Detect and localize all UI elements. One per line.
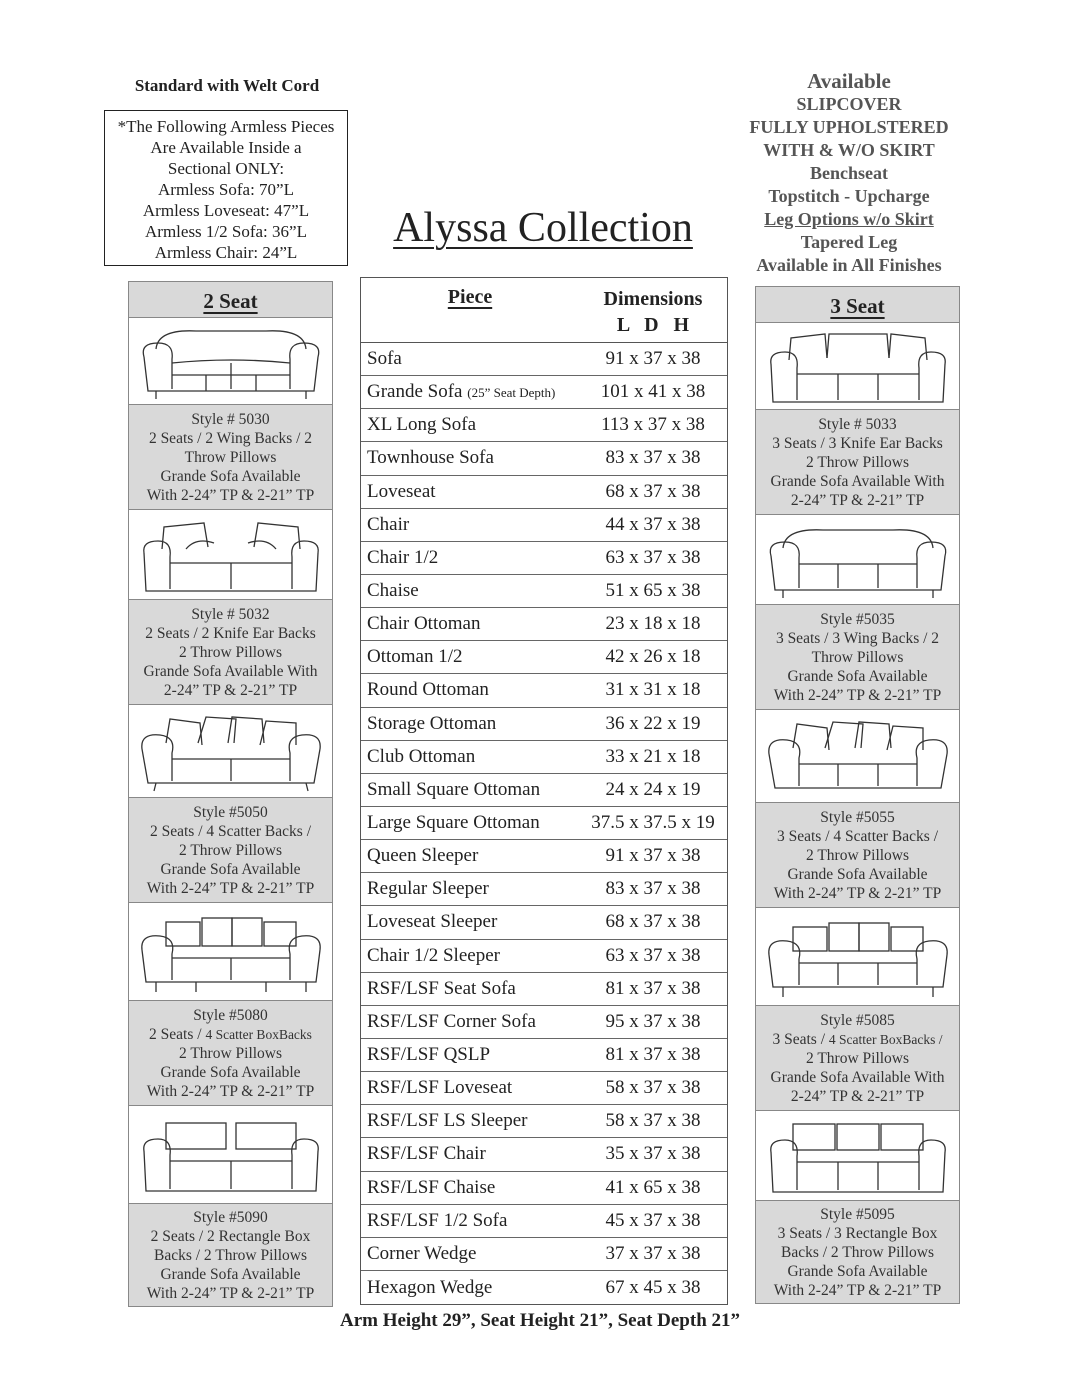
style-line-part: 4 Scatter BoxBacks — [205, 1026, 312, 1042]
piece-name — [361, 878, 579, 900]
style-line: 2 Throw Pillows — [178, 643, 283, 661]
piece-name — [361, 447, 579, 469]
piece-name — [361, 845, 579, 867]
piece-dimensions: 31 x 31 x 18 — [605, 679, 701, 701]
piece-dimensions: 33 x 21 x 18 — [605, 745, 701, 767]
piece-dimensions: 95 x 37 x 38 — [605, 1010, 701, 1032]
style-number: Style # 5033 — [818, 415, 897, 433]
piece-dimensions: 83 x 37 x 38 — [605, 447, 701, 469]
piece-name-text: Loveseat Sleeper — [367, 911, 498, 933]
style-line: Grande Sofa Available — [160, 1063, 301, 1081]
piece-name — [361, 1210, 579, 1232]
piece-name-text: Chair Ottoman — [367, 613, 481, 635]
piece-name-text: Corner Wedge — [367, 1242, 477, 1264]
leg-options-label: Leg Options w/o Skirt — [764, 209, 934, 229]
table-row — [361, 509, 727, 542]
style-line: 2 Throw Pillows — [805, 846, 910, 864]
available-line: Available in All Finishes — [756, 255, 942, 275]
sofa-5033-icon — [763, 324, 953, 408]
armless-line: Armless Loveseat: 47”L — [142, 201, 310, 220]
piece-name-text: Townhouse Sofa — [367, 447, 494, 469]
style-line: 2 Throw Pillows — [805, 453, 910, 471]
piece-dimensions: 101 x 41 x 38 — [600, 381, 706, 403]
piece-dimensions: 68 x 37 x 38 — [605, 480, 701, 502]
style-line: 3 Seats / 3 Rectangle Box — [777, 1224, 938, 1242]
armless-line: Sectional ONLY: — [167, 159, 285, 178]
style-line: 2 Seats / 4 Scatter Backs / — [150, 822, 311, 840]
piece-name — [361, 1110, 579, 1132]
piece-dimensions: 113 x 37 x 38 — [601, 414, 705, 436]
piece-name-text: Loveseat — [367, 480, 436, 502]
piece-dimensions: 36 x 22 x 19 — [605, 712, 701, 734]
piece-dimensions: 24 x 24 x 19 — [605, 778, 701, 800]
piece-name — [361, 746, 579, 768]
style-number: Style #5085 — [820, 1011, 895, 1029]
sofa-5032-icon — [136, 513, 326, 597]
piece-name — [361, 613, 579, 635]
piece-name-text: Regular Sleeper — [367, 878, 489, 900]
piece-name-text: Sofa — [367, 348, 402, 370]
style-line — [129, 1025, 332, 1044]
piece-name — [361, 945, 579, 967]
table-row — [361, 476, 727, 509]
piece-name-text: RSF/LSF Loveseat — [367, 1077, 513, 1099]
sofa-5090-icon — [136, 1113, 326, 1197]
piece-dimensions: 67 x 45 x 38 — [605, 1276, 701, 1298]
style-line — [756, 1030, 959, 1049]
style-line: 2 Seats / 2 Wing Backs / 2 — [148, 429, 313, 447]
table-row — [361, 807, 727, 840]
piece-dimensions: 81 x 37 x 38 — [605, 977, 701, 999]
style-line: Grande Sofa Available With — [770, 1068, 945, 1086]
sofa-5030-icon — [136, 319, 326, 403]
table-row — [361, 575, 727, 608]
piece-dimensions: 41 x 65 x 38 — [605, 1176, 701, 1198]
table-header — [361, 278, 727, 343]
piece-name-text: Ottoman 1/2 — [367, 646, 463, 668]
style-line: With 2-24” TP & 2-21” TP — [146, 879, 315, 897]
sofa-5050-icon — [136, 709, 326, 793]
piece-dimensions: 45 x 37 x 38 — [605, 1209, 701, 1231]
piece-name — [361, 1277, 579, 1299]
piece-name-text: RSF/LSF Chair — [367, 1143, 486, 1165]
piece-name-text: Queen Sleeper — [367, 845, 479, 867]
piece-name — [361, 481, 579, 503]
style-line: Grande Sofa Available — [160, 467, 301, 485]
style-number: Style #5090 — [193, 1208, 268, 1226]
style-description — [129, 1204, 332, 1306]
style-description — [129, 1001, 332, 1106]
piece-name-text: Chair 1/2 Sleeper — [367, 944, 500, 966]
sofa-5035-icon — [763, 518, 953, 602]
table-body — [361, 343, 727, 1304]
sofa-illustration — [129, 705, 332, 798]
piece-name — [361, 514, 579, 536]
style-line: Grande Sofa Available — [160, 860, 301, 878]
piece-dimensions: 51 x 65 x 38 — [605, 580, 701, 602]
piece-name-text: RSF/LSF Seat Sofa — [367, 977, 516, 999]
style-line: With 2-24” TP & 2-21” TP — [773, 686, 942, 704]
piece-dimensions: 81 x 37 x 38 — [605, 1044, 701, 1066]
three-seat-column — [755, 286, 960, 1304]
sofa-illustration — [129, 903, 332, 1001]
sofa-illustration — [756, 908, 959, 1006]
style-description — [756, 803, 959, 908]
piece-column-header — [361, 278, 579, 342]
table-row — [361, 1238, 727, 1271]
style-line-part: 2 Seats / — [149, 1025, 206, 1043]
sofa-illustration — [756, 1111, 959, 1201]
table-row — [361, 641, 727, 674]
style-number: Style # 5030 — [191, 410, 270, 428]
piece-name-text: RSF/LSF 1/2 Sofa — [367, 1209, 508, 1231]
table-row — [361, 343, 727, 376]
piece-name — [361, 978, 579, 1000]
style-line: 2-24” TP & 2-21” TP — [790, 1087, 925, 1105]
table-row — [361, 376, 727, 409]
armless-line: Armless Sofa: 70”L — [158, 180, 294, 199]
style-description — [129, 405, 332, 510]
piece-name — [361, 1177, 579, 1199]
table-row — [361, 1138, 727, 1171]
piece-name — [361, 1143, 579, 1165]
style-line: 3 Seats / 3 Knife Ear Backs — [772, 434, 943, 452]
style-description — [756, 1201, 959, 1303]
sofa-illustration — [756, 323, 959, 410]
style-number: Style #5050 — [193, 803, 268, 821]
style-line: Backs / 2 Throw Pillows — [154, 1246, 307, 1264]
available-line: Topstitch - Upcharge — [768, 186, 930, 206]
piece-name-text: RSF/LSF LS Sleeper — [367, 1110, 528, 1132]
style-line: 2 Seats / 2 Knife Ear Backs — [145, 624, 316, 642]
piece-name-text: Hexagon Wedge — [367, 1276, 493, 1298]
table-row — [361, 973, 727, 1006]
style-line: 2 Throw Pillows — [178, 841, 283, 859]
piece-name-text: Club Ottoman — [367, 745, 476, 767]
style-line: Grande Sofa Available — [160, 1265, 301, 1283]
piece-name — [361, 1011, 579, 1033]
available-line: Benchseat — [810, 163, 888, 183]
piece-dimensions: 68 x 37 x 38 — [605, 911, 701, 933]
style-line: 3 Seats / 4 Scatter Backs / — [777, 827, 938, 845]
style-line: Grande Sofa Available — [787, 667, 928, 685]
sofa-illustration — [756, 710, 959, 803]
ldh-header-label: L D H — [616, 314, 690, 336]
table-row — [361, 409, 727, 442]
style-number: Style #5035 — [820, 610, 895, 628]
piece-header-label: Piece — [447, 286, 493, 308]
piece-name — [361, 580, 579, 602]
sofa-5080-icon — [136, 910, 326, 994]
two-seat-column — [128, 281, 333, 1307]
style-description — [756, 605, 959, 710]
dimensions-column-header — [579, 278, 727, 342]
piece-name-text: Chair 1/2 — [367, 546, 439, 568]
available-heading: Available — [807, 69, 891, 93]
table-row — [361, 1039, 727, 1072]
armless-line: Armless Chair: 24”L — [154, 243, 298, 262]
style-number: Style # 5032 — [191, 605, 270, 623]
style-description — [129, 798, 332, 903]
table-row — [361, 674, 727, 707]
sofa-5095-icon — [763, 1114, 953, 1198]
style-line: Grande Sofa Available With — [770, 472, 945, 490]
piece-name-text: Chaise — [367, 580, 419, 602]
standard-welt-cord-label: Standard with Welt Cord — [134, 76, 320, 95]
available-line: Tapered Leg — [800, 232, 898, 252]
piece-name — [361, 348, 579, 370]
style-line: With 2-24” TP & 2-21” TP — [146, 1284, 315, 1302]
table-row — [361, 774, 727, 807]
style-line: 3 Seats / 3 Wing Backs / 2 — [775, 629, 940, 647]
style-line: 2 Seats / 2 Rectangle Box — [150, 1227, 311, 1245]
armless-pieces-note — [104, 110, 348, 266]
piece-dimensions: 44 x 37 x 38 — [605, 513, 701, 535]
style-number: Style #5055 — [820, 808, 895, 826]
style-line: With 2-24” TP & 2-21” TP — [146, 486, 315, 504]
table-row — [361, 741, 727, 774]
table-row — [361, 940, 727, 973]
column-header — [756, 287, 959, 323]
table-row — [361, 1205, 727, 1238]
style-line: Throw Pillows — [184, 448, 277, 466]
style-number: Style #5080 — [193, 1006, 268, 1024]
table-row — [361, 1072, 727, 1105]
piece-name-text: XL Long Sofa — [367, 414, 477, 436]
sofa-illustration — [129, 318, 332, 405]
piece-name-text: RSF/LSF QSLP — [367, 1044, 491, 1066]
piece-name-text: Large Square Ottoman — [367, 812, 540, 834]
sofa-5085-icon — [763, 915, 953, 999]
piece-dimensions: 83 x 37 x 38 — [605, 878, 701, 900]
style-line-part: 3 Seats / — [772, 1030, 829, 1048]
piece-name-text: Chair — [367, 513, 410, 535]
piece-name — [361, 1044, 579, 1066]
piece-dimensions: 37 x 37 x 38 — [605, 1242, 701, 1264]
style-line-part: 4 Scatter BoxBacks / — [828, 1031, 943, 1047]
piece-dimensions: 91 x 37 x 38 — [605, 348, 701, 370]
style-number: Style #5095 — [820, 1205, 895, 1223]
piece-name-text: Grande Sofa — [367, 381, 468, 403]
piece-dimensions: 23 x 18 x 18 — [605, 613, 701, 635]
available-line: SLIPCOVER — [796, 94, 902, 114]
piece-name-text: Round Ottoman — [367, 679, 489, 701]
sofa-5055-icon — [763, 714, 953, 798]
table-row — [361, 1172, 727, 1205]
table-row — [361, 608, 727, 641]
table-row — [361, 708, 727, 741]
piece-name — [361, 414, 579, 436]
piece-note: (25” Seat Depth) — [467, 385, 556, 401]
sofa-illustration — [129, 510, 332, 600]
piece-name — [361, 381, 579, 403]
available-line: WITH & W/O SKIRT — [763, 140, 935, 160]
sofa-illustration — [129, 1106, 332, 1204]
footer-measurements: Arm Height 29”, Seat Height 21”, Seat Depth 21” — [339, 1310, 741, 1331]
table-row — [361, 840, 727, 873]
style-line: With 2-24” TP & 2-21” TP — [146, 1082, 315, 1100]
table-row — [361, 1271, 727, 1304]
piece-name-text: Small Square Ottoman — [367, 778, 541, 800]
table-row — [361, 1105, 727, 1138]
column-header — [129, 282, 332, 318]
piece-name — [361, 812, 579, 834]
style-line: Backs / 2 Throw Pillows — [781, 1243, 934, 1261]
table-row — [361, 542, 727, 575]
available-line: FULLY UPHOLSTERED — [749, 117, 949, 137]
dimensions-table — [360, 277, 728, 1305]
piece-name — [361, 713, 579, 735]
piece-name — [361, 911, 579, 933]
style-line: With 2-24” TP & 2-21” TP — [773, 1281, 942, 1299]
dimensions-header-label: Dimensions — [603, 288, 703, 310]
piece-dimensions: 37.5 x 37.5 x 19 — [591, 812, 715, 834]
style-description — [756, 410, 959, 515]
piece-name — [361, 779, 579, 801]
piece-name — [361, 646, 579, 668]
style-description — [129, 600, 332, 705]
piece-dimensions: 91 x 37 x 38 — [605, 845, 701, 867]
piece-name — [361, 1077, 579, 1099]
style-line: Grande Sofa Available With — [143, 662, 318, 680]
piece-dimensions: 58 x 37 x 38 — [605, 1077, 701, 1099]
table-row — [361, 873, 727, 906]
sofa-illustration — [756, 515, 959, 605]
piece-dimensions: 63 x 37 x 38 — [605, 944, 701, 966]
piece-name-text: Storage Ottoman — [367, 712, 497, 734]
style-line: 2 Throw Pillows — [178, 1044, 283, 1062]
piece-name — [361, 679, 579, 701]
armless-line: Are Available Inside a — [150, 138, 302, 157]
table-row — [361, 442, 727, 475]
piece-dimensions: 42 x 26 x 18 — [605, 646, 701, 668]
piece-dimensions: 35 x 37 x 38 — [605, 1143, 701, 1165]
style-line: 2-24” TP & 2-21” TP — [163, 681, 298, 699]
style-line: 2-24” TP & 2-21” TP — [790, 491, 925, 509]
style-description — [756, 1006, 959, 1111]
armless-line: Armless 1/2 Sofa: 36”L — [145, 222, 307, 241]
piece-name-text: RSF/LSF Chaise — [367, 1176, 496, 1198]
piece-dimensions: 58 x 37 x 38 — [605, 1110, 701, 1132]
available-options — [735, 70, 963, 277]
style-line: 2 Throw Pillows — [805, 1049, 910, 1067]
column-header-label: 2 Seat — [203, 289, 258, 313]
column-header-label: 3 Seat — [830, 294, 885, 318]
table-row — [361, 1006, 727, 1039]
style-line: With 2-24” TP & 2-21” TP — [773, 884, 942, 902]
page-title: Alyssa Collection — [393, 205, 693, 251]
piece-name-text: RSF/LSF Corner Sofa — [367, 1010, 536, 1032]
table-row — [361, 906, 727, 939]
armless-line: *The Following Armless Pieces — [117, 117, 335, 136]
style-line: Grande Sofa Available — [787, 865, 928, 883]
style-line: Grande Sofa Available — [787, 1262, 928, 1280]
piece-name — [361, 1243, 579, 1265]
style-line: Throw Pillows — [811, 648, 904, 666]
piece-dimensions: 63 x 37 x 38 — [605, 546, 701, 568]
piece-name — [361, 547, 579, 569]
